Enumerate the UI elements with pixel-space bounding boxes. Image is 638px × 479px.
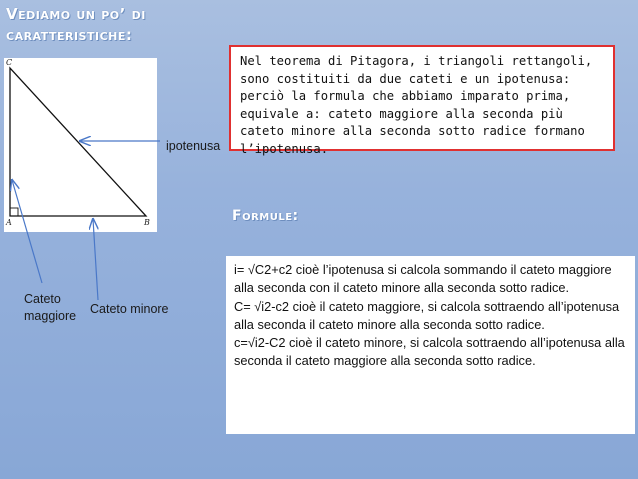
cateto-minore-arrow bbox=[93, 219, 98, 300]
formule-box bbox=[226, 256, 635, 434]
vertex-a-label: A bbox=[6, 218, 12, 227]
ipotenusa-label: ipotenusa bbox=[166, 139, 221, 153]
theorem-info-text: Nel teorema di Pitagora, i triangoli rettangoli, sono costituiti da due cateti e un ipotenusa: perciò la formula che abbiamo imparato prima, equivale a: cateto maggiore alla seconda più cateto minore alla seconda sotto radice formano l’ipotenusa. bbox=[240, 54, 593, 156]
cateto-maggiore-label bbox=[24, 291, 76, 325]
formula-cateto-maggiore: C= √i2-c2 cioè il cateto maggiore, si calcola sottraendo all’ipotenusa alla seconda il cateto minore alla seconda sotto radice. bbox=[234, 298, 620, 332]
cateto-minore-label: Cateto minore bbox=[90, 302, 169, 316]
slide-title: Vediamo un po’ di caratteristiche: bbox=[6, 5, 146, 44]
vertex-c-label: C bbox=[6, 58, 13, 67]
formula-ipotenusa: i= √C2+c2 cioè l’ipotenusa si calcola sommando il cateto maggiore alla seconda con il cateto minore alla seconda sotto radice. bbox=[234, 262, 612, 296]
formule-heading: Formule: bbox=[232, 208, 299, 224]
theorem-info-box bbox=[229, 45, 615, 156]
cateto-maggiore-label-line1: Cateto bbox=[24, 292, 61, 306]
vertex-b-label: B bbox=[144, 218, 150, 227]
cateto-maggiore-label-line2: maggiore bbox=[24, 309, 77, 323]
formula-cateto-minore: c=√i2-C2 cioè il cateto minore, si calcola sottraendo all’ipotenusa alla seconda il cateto maggiore alla seconda sotto radice. bbox=[234, 335, 625, 369]
cateto-maggiore-arrow bbox=[12, 180, 42, 283]
